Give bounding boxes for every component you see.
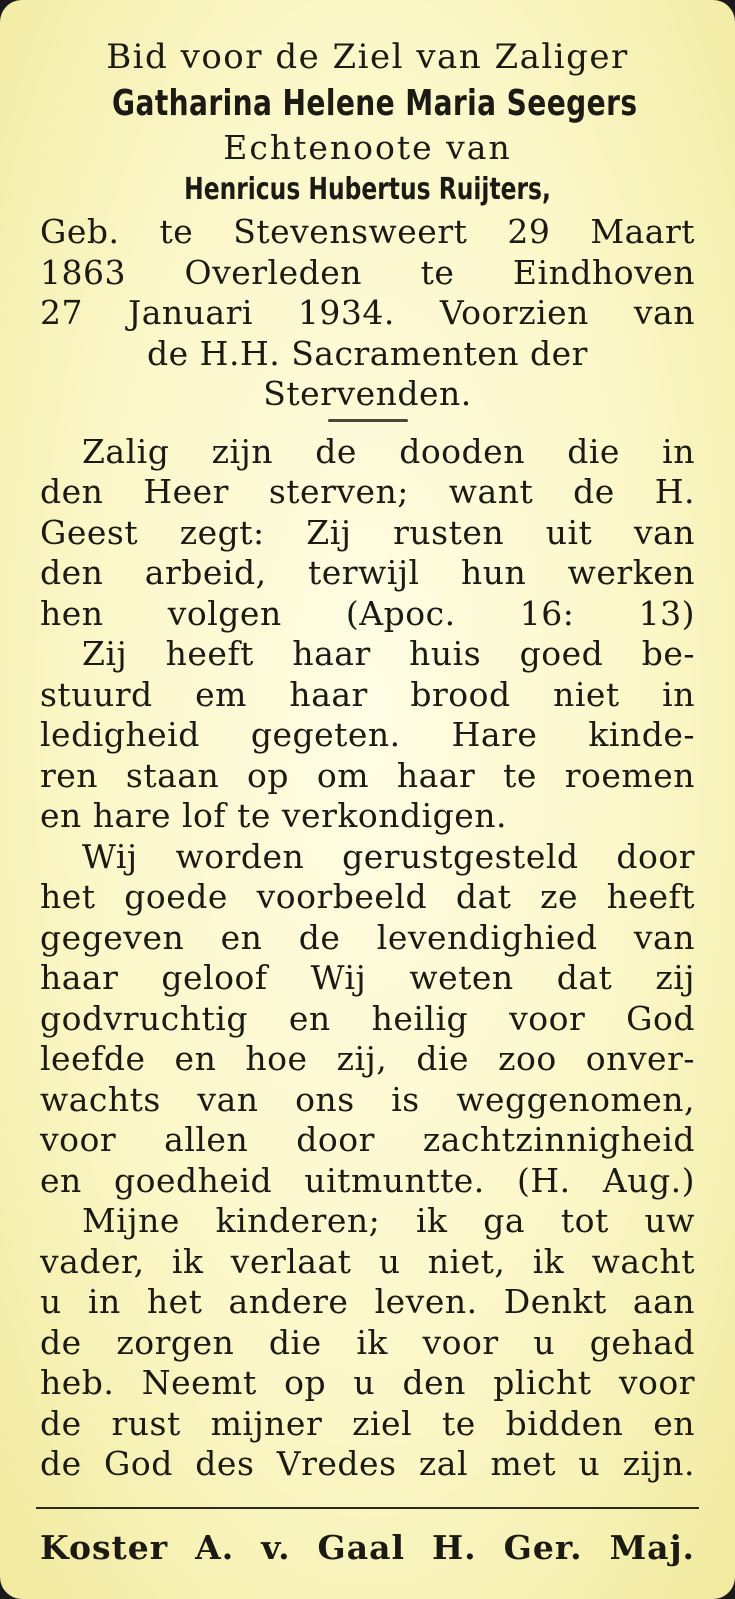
printer-imprint: Koster A. v. Gaal H. Ger. Maj. xyxy=(40,1528,695,1567)
verse-line: de God des Vredes zal met u zijn. xyxy=(40,1444,695,1483)
verse-line: en goedheid uitmuntte. (H. Aug.) xyxy=(40,1160,695,1200)
verse-line: stuurd em haar brood niet in xyxy=(40,674,695,714)
bio-line: Stervenden. xyxy=(263,374,472,413)
verse-line: Wij worden gerustgesteld door xyxy=(82,836,695,876)
bio-line: 27 Januari 1934. Voorzien van xyxy=(40,293,695,332)
verse-line: het goede voorbeeld dat ze heeft xyxy=(40,877,695,916)
verse-line: Zalig zijn de dooden die in xyxy=(82,431,695,471)
verse-line: haar geloof Wij weten dat zij xyxy=(40,958,695,997)
verse-line: Geest zegt: Zij rusten uit van xyxy=(40,512,695,552)
verse-line: Mijne kinderen; ik ga tot uw xyxy=(82,1201,695,1240)
verse-line: den arbeid, terwijl hun werken xyxy=(40,553,695,592)
verse-line: voor allen door zachtzinnigheid xyxy=(40,1120,695,1159)
card-content xyxy=(40,34,695,1485)
verse-line: gegeven en de levendighied van xyxy=(40,917,695,957)
deceased-name: Gatharina Helene Maria Seegers xyxy=(112,83,638,124)
footer-divider xyxy=(36,1507,699,1509)
bio-line: Geb. te Stevensweert 29 Maart xyxy=(40,212,695,251)
printer-footer xyxy=(40,1527,695,1569)
bio-line: de H.H. Sacramenten der xyxy=(147,333,588,373)
section-divider xyxy=(328,419,408,422)
verse-line: u in het andere leven. Denkt aan xyxy=(40,1282,695,1321)
verse-line: ledigheid gegeten. Hare kinde- xyxy=(40,715,695,754)
verse-line: de rust mijner ziel te bidden en xyxy=(40,1403,695,1443)
verse-line: en hare lof te verkondigen. xyxy=(40,796,508,835)
verse-line: heb. Neemt op u den plicht voor xyxy=(40,1363,695,1402)
verse-line: wachts van ons is weggenomen, xyxy=(40,1079,695,1119)
verse-line: ren staan op om haar te roemen xyxy=(40,755,695,795)
prayer-heading: Bid voor de Ziel van Zaliger xyxy=(106,37,629,77)
bio-line: 1863 Overleden te Eindhoven xyxy=(40,252,695,292)
verse-line: godvruchtig en heilig voor God xyxy=(40,998,695,1038)
verse-line: leefde en hoe zij, die zoo onver- xyxy=(40,1039,695,1078)
verse-line: Zij heeft haar huis goed be- xyxy=(82,634,695,673)
verse-line: hen volgen (Apoc. 16: 13) xyxy=(40,593,695,633)
spouse-label: Echtenoote van xyxy=(223,128,512,167)
verse-line: vader, ik verlaat u niet, ik wacht xyxy=(40,1241,695,1281)
verse-line: de zorgen die ik voor u gehad xyxy=(40,1322,695,1362)
spouse-name: Henricus Hubertus Ruijters, xyxy=(184,172,551,207)
verse-line: den Heer sterven; want de H. xyxy=(40,472,695,511)
